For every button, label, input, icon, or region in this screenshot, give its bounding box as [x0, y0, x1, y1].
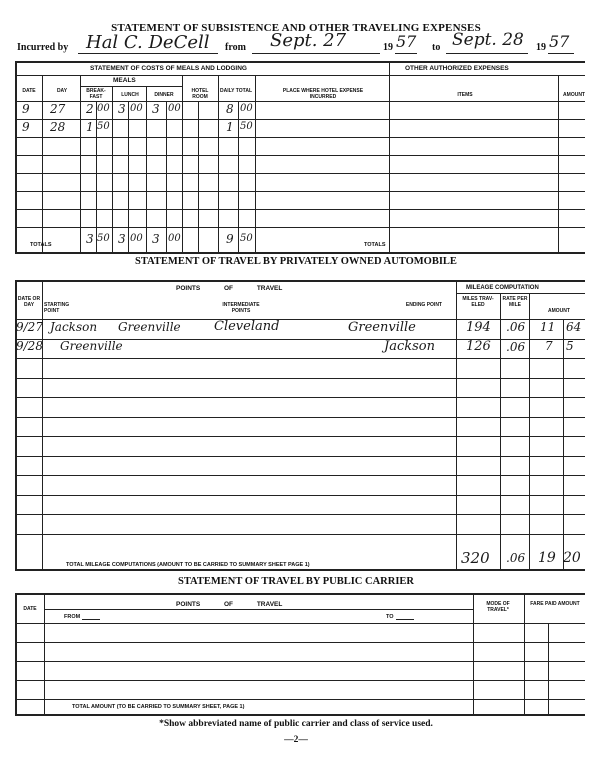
- footnote: *Show abbreviated name of public carrier and class of service used.: [159, 719, 433, 729]
- col-place: PLACE WHERE HOTEL EXPENSE INCURRED: [282, 88, 364, 100]
- col-day: DAY: [56, 88, 68, 94]
- page-number: —2—: [284, 735, 308, 745]
- carrier-total-label: TOTAL AMOUNT (TO BE CARRIED TO SUMMARY SHEET, PAGE 1): [72, 704, 245, 710]
- totals-lunch-cents: 00: [130, 233, 143, 244]
- auto-total-label: TOTAL MILEAGE COMPUTATIONS (AMOUNT TO BE CARRIED TO SUMMARY SHEET PAGE 1): [66, 562, 310, 568]
- totals-breakfast-cents: 50: [97, 233, 110, 244]
- auto-row-1-amount-cents: 64: [566, 320, 582, 334]
- meals-row-line: [15, 137, 585, 138]
- auto-row-line: [15, 514, 585, 515]
- totals-daily: 9: [226, 232, 234, 246]
- meal-row-1-dinner: 3: [152, 102, 160, 116]
- auto-col-miles: MILES TRAV-ELED: [462, 296, 494, 308]
- meal-row-2-day: 28: [50, 120, 66, 134]
- auto-row-1-miles: 194: [466, 320, 491, 335]
- carrier-col-mode: MODE OF TRAVEL*: [486, 601, 510, 613]
- meals-row-line: [15, 209, 585, 210]
- auto-col-date: DATE OR DAY: [17, 296, 41, 308]
- col-daily-total: DAILY TOTAL: [219, 88, 253, 94]
- auto-points-of-travel: POINTS OF TRAVEL: [176, 285, 283, 292]
- auto-row-1-amount: 11: [540, 320, 556, 334]
- auto-total-rate: .06: [506, 551, 526, 565]
- meals-lodging-header: STATEMENT OF COSTS OF MEALS AND LODGING: [90, 65, 247, 72]
- other-totals-label: TOTALS: [364, 242, 386, 248]
- meal-row-2-breakfast: 1: [86, 120, 94, 134]
- carrier-row-line: [15, 661, 585, 662]
- auto-row-2-amount-cents: 5: [566, 339, 574, 353]
- auto-row-1-start: Jackson: [50, 320, 98, 334]
- other-expenses-header: OTHER AUTHORIZED EXPENSES: [405, 65, 509, 72]
- meal-row-2-total: 1: [226, 120, 234, 134]
- incurred-by-name: Hal C. DeCell: [86, 32, 210, 53]
- col-lunch: LUNCH: [121, 92, 139, 98]
- form-title: STATEMENT OF SUBSISTENCE AND OTHER TRAVELING EXPENSES: [111, 22, 481, 34]
- auto-row-2-amount: 7: [545, 339, 553, 353]
- from-date: Sept. 27: [270, 30, 347, 51]
- auto-row-1-date: 9/27: [16, 320, 43, 334]
- col-hotel-room: HOTEL ROOM: [191, 88, 209, 100]
- auto-row-1-inter1: Greenville: [118, 320, 181, 334]
- auto-row-2-rate: .06: [506, 340, 526, 354]
- totals-daily-cents: 50: [240, 233, 253, 244]
- carrier-col-fare: FARE PAID AMOUNT: [530, 601, 580, 607]
- carrier-col-date: DATE: [23, 606, 37, 612]
- auto-col-intermediate: INTERMEDIATE POINTS: [222, 302, 260, 314]
- auto-col-amount: AMOUNT: [548, 308, 570, 314]
- year-prefix-1: 19: [383, 42, 393, 53]
- auto-row-line: [15, 417, 585, 418]
- auto-row-line: [15, 436, 585, 437]
- auto-row-1-end: Greenville: [348, 320, 416, 335]
- meal-row-2-breakfast-cents: 50: [97, 121, 110, 132]
- auto-total-amount: 19: [538, 550, 556, 566]
- col-breakfast: BREAK-FAST: [86, 88, 106, 100]
- auto-col-ending: ENDING POINT: [405, 302, 442, 308]
- meal-row-1-day: 27: [50, 102, 66, 116]
- from-label: from: [225, 42, 246, 53]
- meals-row-line: [15, 191, 585, 192]
- auto-row-2-date: 9/28: [16, 339, 43, 353]
- col-dinner: DINNER: [154, 92, 174, 98]
- auto-section-title: STATEMENT OF TRAVEL BY PRIVATELY OWNED AUTOMOBILE: [135, 256, 457, 267]
- auto-row-2-end: Jackson: [384, 339, 435, 354]
- totals-lunch: 3: [118, 232, 126, 246]
- incurred-by-label: Incurred by: [17, 42, 69, 53]
- auto-row-1-rate: .06: [506, 320, 526, 334]
- carrier-col-from: FROM: [64, 614, 81, 620]
- auto-row-2-start: Greenville: [60, 339, 123, 353]
- col-amount: AMOUNT: [563, 92, 585, 98]
- to-date: Sept. 28: [452, 30, 524, 50]
- totals-breakfast: 3: [86, 232, 94, 246]
- col-date: DATE: [22, 88, 36, 94]
- mileage-computation-label: MILEAGE COMPUTATION: [466, 285, 539, 291]
- carrier-row-line: [15, 680, 585, 681]
- year-1: 57: [396, 32, 417, 51]
- meals-row-line: [15, 173, 585, 174]
- meal-row-1-lunch-cents: 00: [130, 103, 143, 114]
- totals-dinner-cents: 00: [168, 233, 181, 244]
- meal-row-1-dinner-cents: 00: [168, 103, 181, 114]
- carrier-row-line: [15, 642, 585, 643]
- carrier-points-of-travel: POINTS OF TRAVEL: [176, 601, 283, 608]
- carrier-row-line: [15, 699, 585, 700]
- year-2: 57: [549, 32, 570, 51]
- auto-row-line: [15, 534, 585, 535]
- auto-total-miles: 320: [461, 549, 490, 567]
- meal-row-1-breakfast: 2: [86, 102, 94, 116]
- meals-row-line: [15, 227, 585, 228]
- col-items: ITEMS: [457, 92, 473, 98]
- meal-row-1-date: 9: [22, 102, 30, 116]
- auto-row-line: [15, 397, 585, 398]
- meal-row-1-total: 8: [226, 102, 234, 116]
- meals-totals-label: TOTALS: [30, 242, 52, 248]
- auto-row-2-miles: 126: [466, 339, 491, 354]
- meals-label: MEALS: [113, 77, 136, 84]
- meals-row-line: [15, 119, 585, 120]
- meals-row-line: [15, 155, 585, 156]
- meal-row-1-breakfast-cents: 00: [97, 103, 110, 114]
- carrier-section-title: STATEMENT OF TRAVEL BY PUBLIC CARRIER: [177, 576, 414, 587]
- auto-total-amount-cents: 20: [563, 550, 581, 566]
- meal-row-1-lunch: 3: [118, 102, 126, 116]
- to-label: to: [432, 42, 441, 53]
- auto-row-line: [15, 378, 585, 379]
- meal-row-2-date: 9: [22, 120, 30, 134]
- auto-row-line: [15, 475, 585, 476]
- auto-col-starting: STARTING POINT: [44, 302, 70, 314]
- totals-dinner: 3: [152, 232, 160, 246]
- meal-row-2-total-cents: 50: [240, 121, 253, 132]
- auto-row-1-inter2: Cleveland: [214, 319, 280, 334]
- auto-col-rate: RATE PER MILE: [502, 296, 528, 308]
- auto-row-line: [15, 358, 585, 359]
- carrier-col-to: TO: [386, 614, 394, 620]
- auto-row-line: [15, 495, 585, 496]
- auto-row-line: [15, 456, 585, 457]
- year-prefix-2: 19: [536, 42, 546, 53]
- meal-row-1-total-cents: 00: [240, 103, 253, 114]
